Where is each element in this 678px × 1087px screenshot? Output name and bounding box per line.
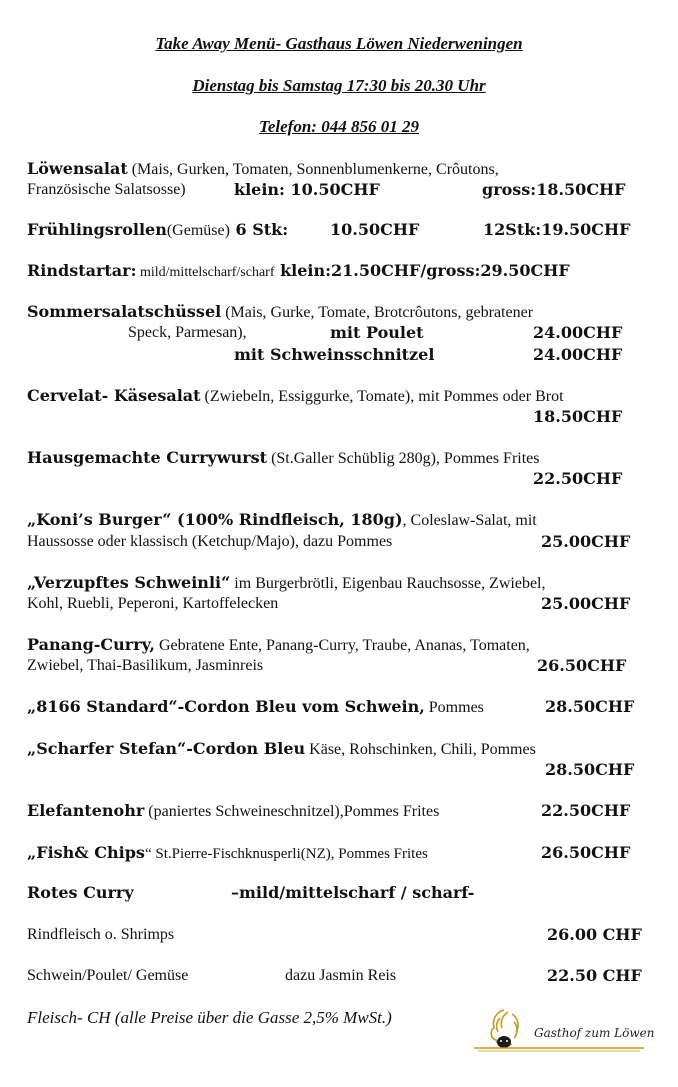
price-schwein-poulet-gemuese: 22.50 CHF (547, 966, 642, 985)
item-name: Löwensalat (27, 159, 128, 178)
gasthof-logo (474, 1006, 655, 1054)
price-small: klein: 10.50CHF (234, 180, 380, 199)
item-price: klein:21.50CHF/gross:29.50CHF (274, 261, 570, 280)
price-6-pieces: 10.50CHF (330, 220, 420, 239)
price-schnitzel: 24.00CHF (533, 345, 623, 364)
price-poulet: 24.00CHF (533, 323, 623, 342)
item-name: „Fish& Chips (27, 843, 145, 862)
item-loewensalat (27, 159, 499, 180)
item-desc-line: Haussosse oder klassisch (Ketchup/Majo), dazu Pommes (27, 533, 393, 550)
item-price: 26.50CHF (537, 656, 627, 675)
item-name: Rindstartar: (27, 261, 137, 280)
option-schnitzel: mit Schweinsschnitzel (234, 345, 435, 364)
item-name: „8166 Standard“-Cordon Bleu vom Schwein, (27, 697, 425, 716)
item-desc-line: Speck, Parmesan), (128, 324, 247, 341)
item-desc-line: Französische Salatsosse) (27, 181, 186, 198)
price-large: gross:18.50CHF (482, 180, 626, 199)
item-name: Sommersalatschüssel (27, 302, 222, 321)
spice-levels: –mild/mittelscharf / scharf- (231, 883, 475, 902)
opening-hours: Dienstag bis Samstag 17:30 bis 20.30 Uhr (192, 76, 486, 95)
item-cordon-bleu-8166: „8166 Standard“-Cordon Bleu vom Schwein, Pommes (27, 697, 484, 716)
side-jasmin-reis: dazu Jasmin Reis (285, 967, 397, 984)
item-name: „Koni’s Burger“ (100% Rindfleisch, 180g) (27, 510, 403, 529)
vat-note: Fleisch- CH (alle Preise über die Gasse 2,5% MwSt.) (27, 1008, 392, 1027)
item-price: 22.50CHF (533, 469, 623, 488)
item-elefantenohr: Elefantenohr (paniertes Schweineschnitzel),Pommes Frites (27, 801, 440, 820)
item-price: 28.50CHF (545, 760, 635, 779)
item-scharfer-stefan: „Scharfer Stefan“-Cordon Bleu Käse, Rohschinken, Chili, Pommes (27, 739, 536, 758)
item-cervelat: Cervelat- Käsesalat (Zwiebeln, Essiggurke, Tomate), mit Pommes oder Brot (27, 386, 564, 405)
option-rindfleisch-shrimps: Rindfleisch o. Shrimps (27, 926, 175, 943)
item-rotes-curry: Rotes Curry (27, 883, 134, 902)
item-desc-line: Kohl, Ruebli, Peperoni, Kartoffelecken (27, 595, 279, 612)
option-poulet: mit Poulet (330, 323, 424, 342)
item-name: Frühlingsrollen (27, 220, 167, 239)
price-rindfleisch-shrimps: 26.00 CHF (547, 925, 642, 944)
item-price: 25.00CHF (541, 594, 631, 613)
option-schwein-poulet-gemuese: Schwein/Poulet/ Gemüse (27, 967, 189, 984)
item-fruehlingsrollen: Frühlingsrollen(Gemüse) 6 Stk: (27, 220, 289, 239)
item-price: 22.50CHF (541, 801, 631, 820)
item-fish-chips: „Fish& Chips“ St.Pierre-Fischknusperli(NZ), Pommes Frites (27, 843, 428, 862)
logo-text: Gasthof zum Löwen (534, 1026, 655, 1040)
phone-number: Telefon: 044 856 01 29 (259, 117, 419, 136)
item-desc-line: Zwiebel, Thai-Basilikum, Jasminreis (27, 657, 264, 674)
item-schweinli: „Verzupftes Schweinli“ im Burgerbrötli, Eigenbau Rauchsosse, Zwiebel, (27, 573, 546, 592)
item-panang-curry: Panang-Curry, Gebratene Ente, Panang-Curry, Traube, Ananas, Tomaten, (27, 635, 530, 654)
item-name: Elefantenohr (27, 801, 145, 820)
menu-title: Take Away Menü- Gasthaus Löwen Niederweningen (155, 34, 523, 53)
item-name: „Verzupftes Schweinli“ (27, 573, 231, 592)
item-sommersalat: Sommersalatschüssel (Mais, Gurke, Tomate, Brotcrôutons, gebratener (27, 302, 534, 321)
item-name: „Scharfer Stefan“-Cordon Bleu (27, 739, 306, 758)
item-currywurst: Hausgemachte Currywurst (St.Galler Schüblig 280g), Pommes Frites (27, 448, 540, 467)
item-name: Cervelat- Käsesalat (27, 386, 201, 405)
item-burger: „Koni’s Burger“ (100% Rindfleisch, 180g), Coleslaw-Salat, mit (27, 510, 537, 529)
item-desc: (Mais, Gurken, Tomaten, Sonnenblumenkerne, Crôutons, (127, 161, 499, 178)
item-name: Panang-Curry, (27, 635, 155, 654)
item-price: 28.50CHF (545, 697, 635, 716)
item-name: Hausgemachte Currywurst (27, 448, 268, 467)
item-price: 26.50CHF (541, 843, 631, 862)
item-price: 25.00CHF (541, 532, 631, 551)
item-price: 18.50CHF (533, 407, 623, 426)
price-12-pieces: 12Stk:19.50CHF (483, 220, 631, 239)
item-rindstartar: Rindstartar: mild/mittelscharf/scharf klein:21.50CHF/gross:29.50CHF (27, 261, 570, 280)
